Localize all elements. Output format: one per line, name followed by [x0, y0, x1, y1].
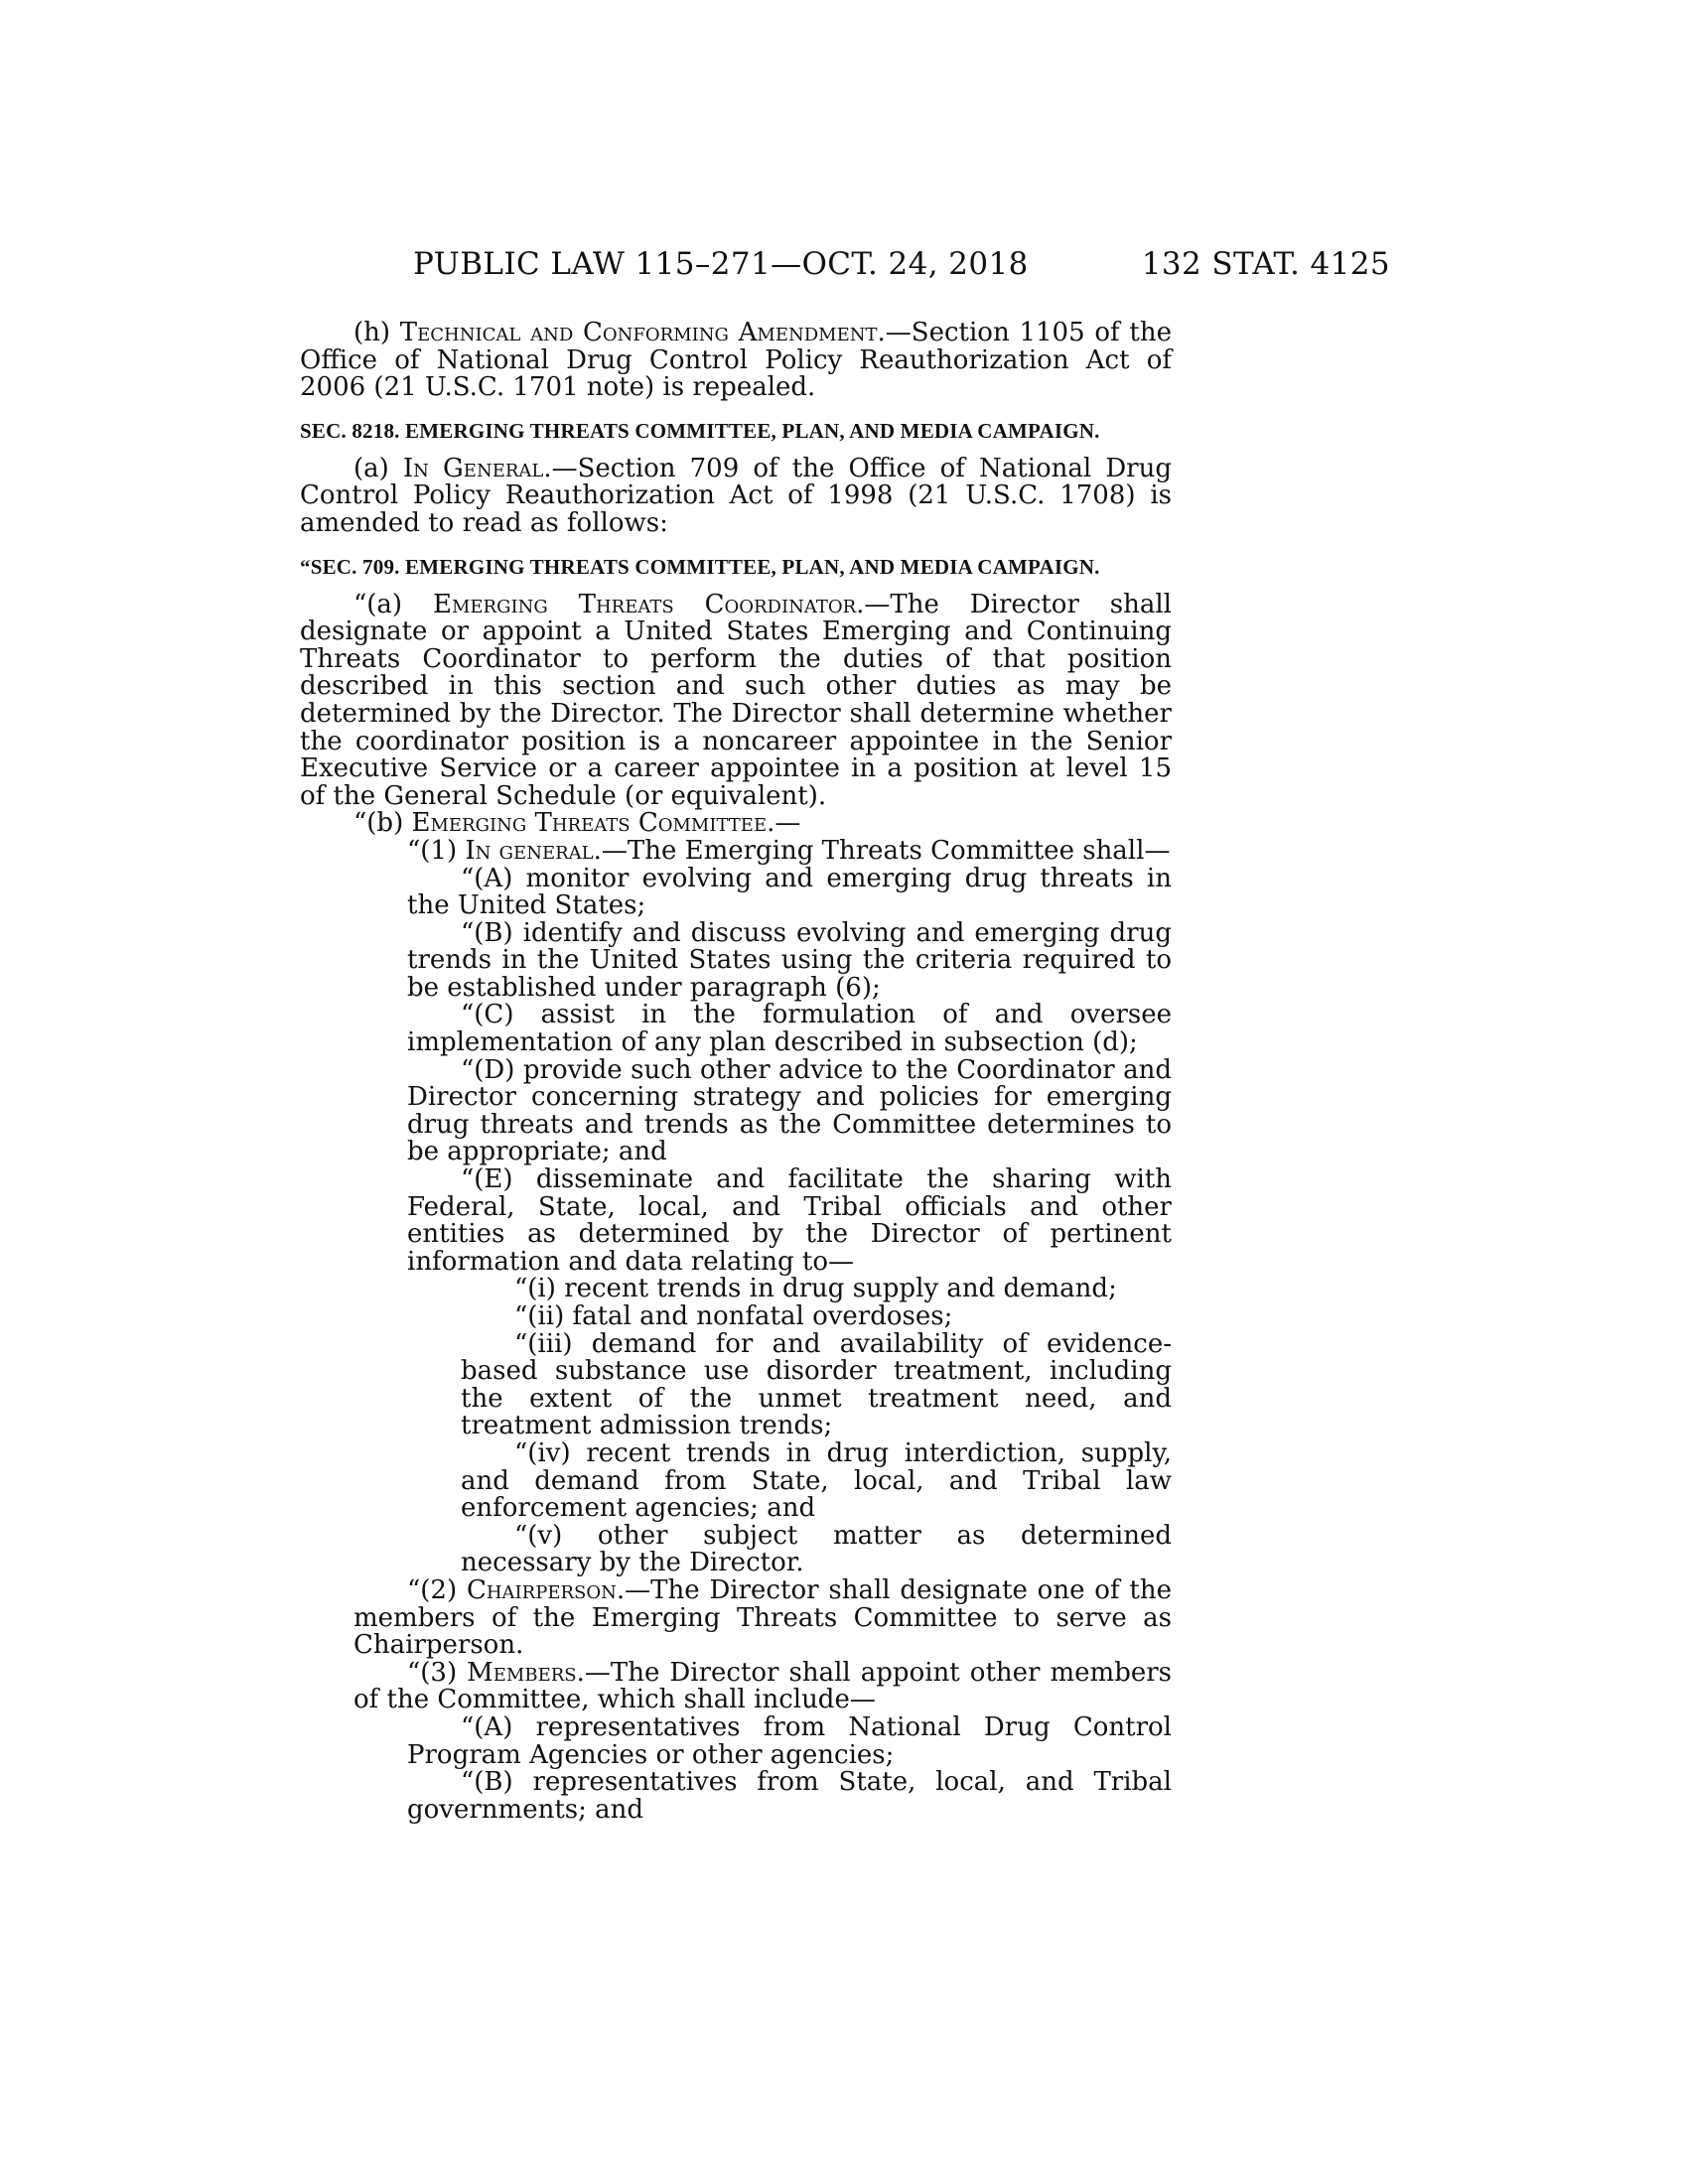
paragraph-a-in-general: (a) In General.—Section 709 of the Office of National Drug Control Policy Reauthorization Act of 1998 (21 U.S.C. 1708) is amended to read as follows: [300, 453, 1172, 538]
list-item: “(iii) demand for and availability of evidence-based substance use disorder treatment, including the extent of the unmet treatment need, and treatment admission trends; [461, 1328, 1172, 1441]
subsection-b-heading: Emerging Threats Committee [411, 808, 768, 839]
paragraph-3: “(3) Members.—The Director shall appoint other members of the Committee, which shall include— [353, 1657, 1172, 1715]
header-title: PUBLIC LAW 115–271—OCT. 24, 2018 [413, 246, 1029, 282]
paragraph-2: “(2) Chairperson.—The Director shall designate one of the members of the Emerging Threats Committee to serve as Chairperson. [353, 1574, 1172, 1661]
paragraph-1-heading: In general [465, 835, 594, 866]
subsection-a: “(a) Emerging Threats Coordinator.—The Director shall designate or appoint a United States Emerging and Continuing Threats Coordinator to perform the duties of that position described in this section and such other duties as may be determined by the Director. The Director shall determine whether the coordinator position is a noncareer appointee in the Senior Executive Service or a career appointee in a position at level 15 of the General Schedule (or equivalent). [300, 589, 1172, 811]
subsection-a-heading: Emerging Threats Coordinator [432, 589, 857, 619]
paragraph-h-heading: Technical and Conforming Amendment [399, 318, 878, 347]
paragraph-3-heading: Members [467, 1657, 577, 1688]
body-text [300, 320, 1172, 1824]
list-item: “(B) representatives from State, local, and Tribal governments; and [407, 1767, 1172, 1825]
list-item: “(iv) recent trends in drug interdiction, supply, and demand from State, local, and Tribal law enforcement agencies; and [461, 1437, 1172, 1524]
running-header [298, 246, 1390, 286]
section-709-heading: “SEC. 709. EMERGING THREATS COMMITTEE, PLAN, AND MEDIA CAMPAIGN. [300, 554, 1100, 579]
subsection-b: “(b) Emerging Threats Committee.— [353, 808, 801, 839]
list-item: “(i) recent trends in drug supply and demand; [514, 1274, 1117, 1304]
list-item: “(A) monitor evolving and emerging drug threats in the United States; [407, 863, 1172, 921]
list-item: “(D) provide such other advice to the Coordinator and Director concerning strategy and policies for emerging drug threats and trends as the Committee determines to be appropriate; and [407, 1054, 1172, 1167]
paragraph-a-heading: In General [402, 453, 544, 483]
paragraph-1: “(1) In general.—The Emerging Threats Committee shall— [407, 835, 1171, 866]
list-item: “(B) identify and discuss evolving and emerging drug trends in the United States using the criteria required to be established under paragraph (6); [407, 917, 1172, 1003]
list-item: “(C) assist in the formulation of and oversee implementation of any plan described in subsection (d); [407, 1000, 1172, 1058]
header-page-number: 132 STAT. 4125 [1141, 246, 1390, 282]
paragraph-2-heading: Chairperson [466, 1574, 617, 1605]
list-item: “(A) representatives from National Drug Control Program Agencies or other agencies; [407, 1711, 1172, 1770]
list-item: “(v) other subject matter as determined necessary by the Director. [461, 1520, 1172, 1578]
list-item: “(E) disseminate and facilitate the sharing with Federal, State, local, and Tribal officials and other entities as determined by the Director of pertinent information and data relating to— [407, 1164, 1172, 1277]
section-8218-heading: SEC. 8218. EMERGING THREATS COMMITTEE, PLAN, AND MEDIA CAMPAIGN. [300, 418, 1100, 443]
list-item: “(ii) fatal and nonfatal overdoses; [514, 1301, 953, 1331]
paragraph-h: (h) Technical and Conforming Amendment.—Section 1105 of the Office of National Drug Control Policy Reauthorization Act of 2006 (21 U.S.C. 1701 note) is repealed. [300, 318, 1173, 403]
